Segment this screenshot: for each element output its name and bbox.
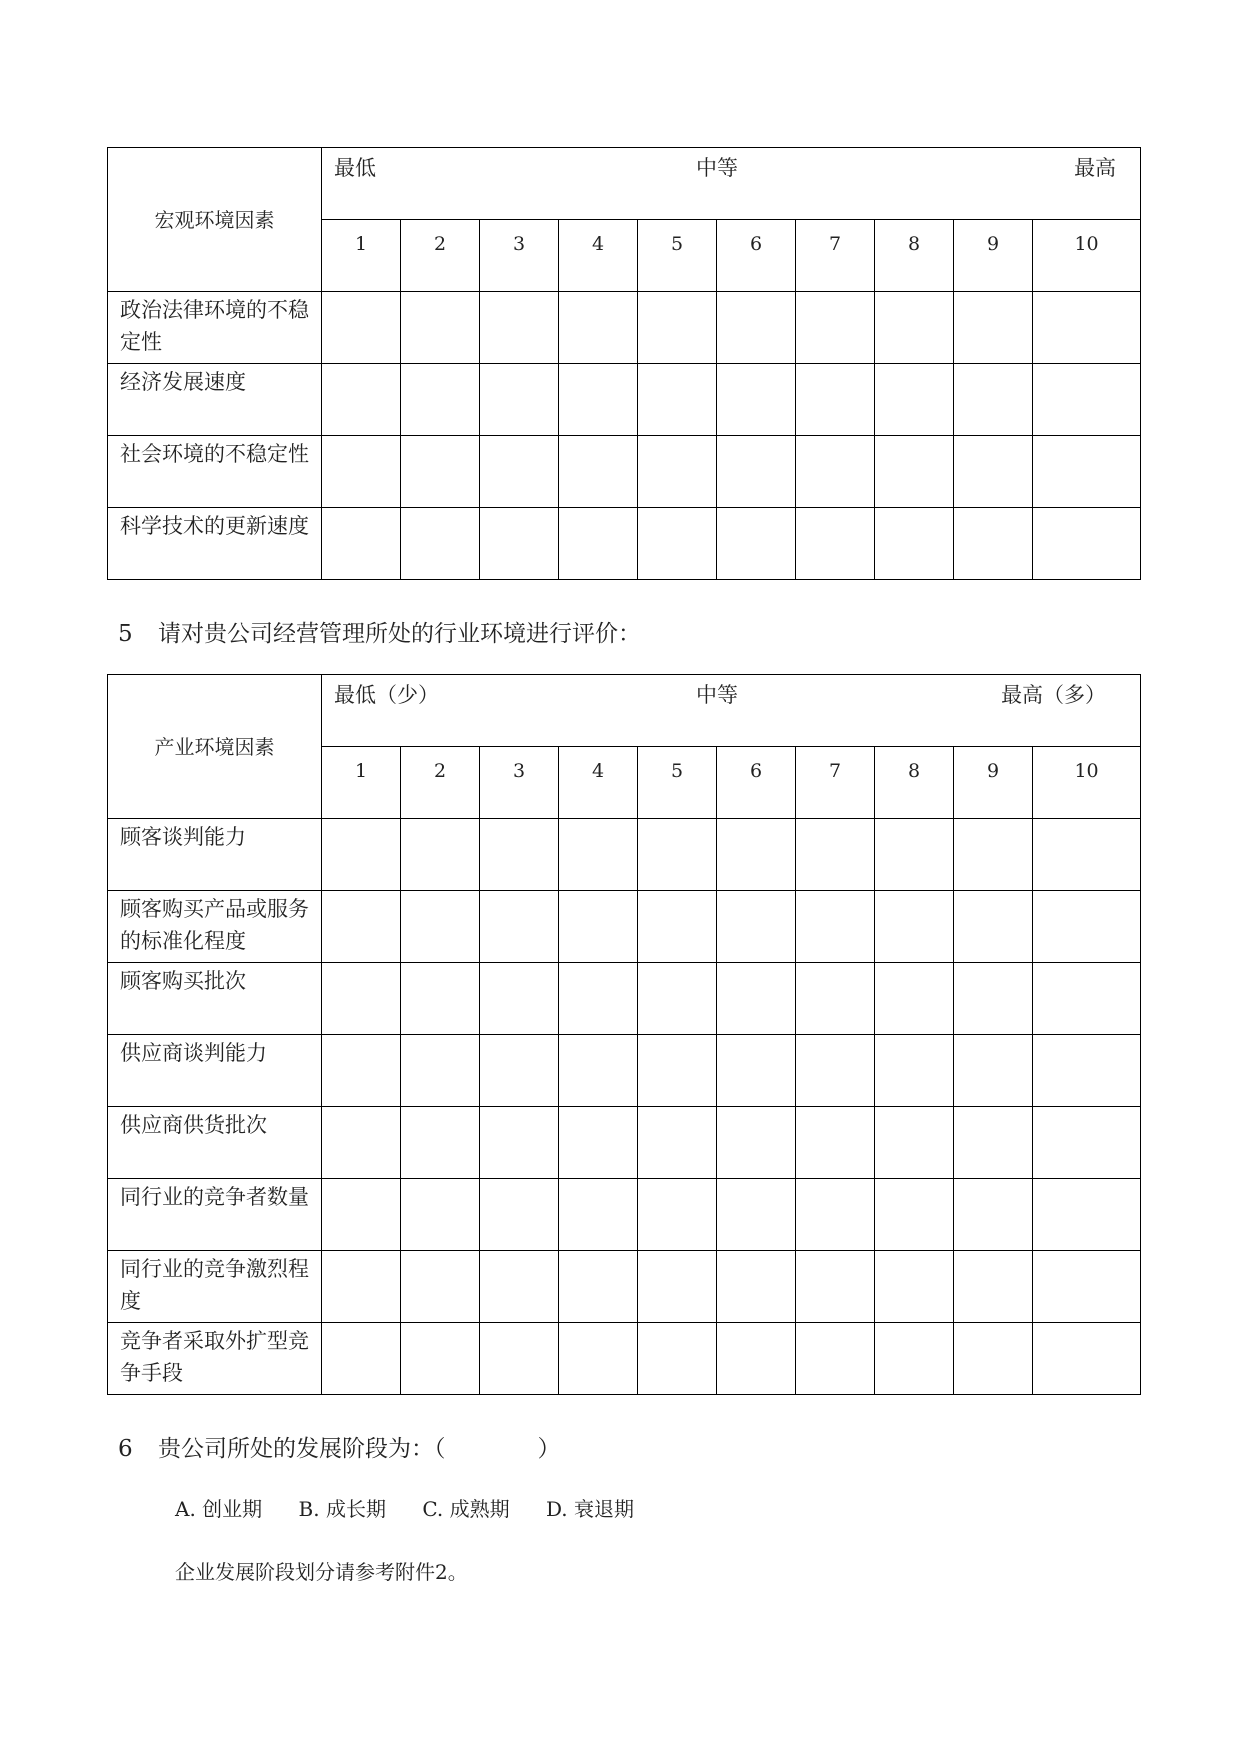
factor-column-header: 宏观环境因素: [108, 148, 322, 292]
rating-cell[interactable]: [322, 1179, 401, 1251]
rating-cell[interactable]: [480, 963, 559, 1035]
rating-cell[interactable]: [638, 1323, 717, 1395]
rating-cell[interactable]: [480, 436, 559, 508]
scale-number: 5: [638, 220, 717, 292]
rating-cell[interactable]: [322, 1107, 401, 1179]
question-number: 6: [118, 1436, 133, 1462]
rating-cell[interactable]: [401, 436, 480, 508]
rating-cell[interactable]: [717, 819, 796, 891]
rating-cell[interactable]: [875, 1035, 954, 1107]
option-b[interactable]: B. 成长期: [298, 1497, 386, 1521]
rating-cell[interactable]: [638, 292, 717, 364]
rating-cell[interactable]: [954, 819, 1033, 891]
rating-cell[interactable]: [559, 1251, 638, 1323]
scale-low-label: 最低: [334, 156, 376, 180]
rating-cell[interactable]: [875, 1107, 954, 1179]
rating-cell[interactable]: [638, 1107, 717, 1179]
rating-cell[interactable]: [480, 364, 559, 436]
rating-cell[interactable]: [717, 1251, 796, 1323]
rating-cell[interactable]: [796, 1179, 875, 1251]
factor-label: 竞争者采取外扩型竞争手段: [108, 1323, 322, 1395]
option-c[interactable]: C. 成熟期: [422, 1497, 510, 1521]
factor-label: 顾客购买产品或服务的标准化程度: [108, 891, 322, 963]
rating-cell[interactable]: [401, 1323, 480, 1395]
scale-mid-label: 中等: [696, 156, 738, 180]
scale-number: 7: [796, 220, 875, 292]
rating-cell[interactable]: [796, 292, 875, 364]
rating-cell[interactable]: [1033, 508, 1141, 580]
rating-cell[interactable]: [954, 1035, 1033, 1107]
rating-cell[interactable]: [875, 1179, 954, 1251]
rating-cell[interactable]: [322, 1251, 401, 1323]
rating-cell[interactable]: [559, 1179, 638, 1251]
rating-cell[interactable]: [1033, 1107, 1141, 1179]
factor-label: 供应商供货批次: [108, 1107, 322, 1179]
rating-cell[interactable]: [1033, 1251, 1141, 1323]
table-row: [108, 292, 1141, 364]
factor-label: 同行业的竞争激烈程度: [108, 1251, 322, 1323]
rating-cell[interactable]: [638, 508, 717, 580]
rating-cell[interactable]: [638, 963, 717, 1035]
rating-cell[interactable]: [638, 1035, 717, 1107]
factor-label: 科学技术的更新速度: [108, 508, 322, 580]
rating-cell[interactable]: [954, 1251, 1033, 1323]
rating-cell[interactable]: [1033, 819, 1141, 891]
rating-cell[interactable]: [796, 819, 875, 891]
rating-cell[interactable]: [322, 508, 401, 580]
rating-cell[interactable]: [559, 891, 638, 963]
rating-cell[interactable]: [954, 436, 1033, 508]
scale-high-label: 最高（多）: [1001, 683, 1107, 707]
rating-cell[interactable]: [1033, 1323, 1141, 1395]
table-row: [108, 819, 1141, 891]
rating-cell[interactable]: [638, 819, 717, 891]
rating-cell[interactable]: [717, 1323, 796, 1395]
rating-cell[interactable]: [322, 1323, 401, 1395]
rating-cell[interactable]: [796, 508, 875, 580]
rating-cell[interactable]: [322, 292, 401, 364]
rating-cell[interactable]: [638, 436, 717, 508]
scale-number: 8: [875, 747, 954, 819]
scale-number: 9: [954, 220, 1033, 292]
rating-cell[interactable]: [954, 364, 1033, 436]
rating-cell[interactable]: [1033, 1035, 1141, 1107]
rating-cell[interactable]: [638, 891, 717, 963]
rating-cell[interactable]: [401, 1251, 480, 1323]
table-row: [108, 1035, 1141, 1107]
scale-number: 6: [717, 747, 796, 819]
scale-number: 10: [1033, 220, 1141, 292]
question-6: [118, 1430, 561, 1463]
option-d[interactable]: D. 衰退期: [545, 1497, 635, 1521]
rating-cell[interactable]: [559, 963, 638, 1035]
macro-environment-table: [107, 147, 1141, 580]
scale-number: 3: [480, 220, 559, 292]
rating-cell[interactable]: [480, 819, 559, 891]
rating-cell[interactable]: [480, 1251, 559, 1323]
rating-cell[interactable]: [796, 1107, 875, 1179]
question-text: 请对贵公司经营管理所处的行业环境进行评价：: [158, 621, 641, 647]
scale-number: 1: [322, 220, 401, 292]
rating-cell[interactable]: [638, 1251, 717, 1323]
scale-number: 2: [401, 747, 480, 819]
rating-cell[interactable]: [796, 1323, 875, 1395]
rating-cell[interactable]: [875, 364, 954, 436]
rating-cell[interactable]: [954, 891, 1033, 963]
scale-number: 10: [1033, 747, 1141, 819]
table-row: [108, 891, 1141, 963]
rating-cell[interactable]: [954, 292, 1033, 364]
rating-cell[interactable]: [875, 292, 954, 364]
rating-cell[interactable]: [954, 1179, 1033, 1251]
scale-number: 2: [401, 220, 480, 292]
rating-cell[interactable]: [875, 1251, 954, 1323]
rating-cell[interactable]: [559, 819, 638, 891]
table-row: [108, 1179, 1141, 1251]
scale-number: 7: [796, 747, 875, 819]
rating-cell[interactable]: [796, 364, 875, 436]
scale-label-row: [322, 675, 1141, 747]
rating-cell[interactable]: [1033, 963, 1141, 1035]
rating-cell[interactable]: [875, 1323, 954, 1395]
rating-cell[interactable]: [401, 1107, 480, 1179]
stage-options: [175, 1493, 664, 1522]
rating-cell[interactable]: [875, 891, 954, 963]
rating-cell[interactable]: [559, 364, 638, 436]
table-row: [108, 364, 1141, 436]
rating-cell[interactable]: [717, 292, 796, 364]
rating-cell[interactable]: [401, 1035, 480, 1107]
scale-label-row: [322, 148, 1141, 220]
rating-cell[interactable]: [322, 1035, 401, 1107]
rating-cell[interactable]: [717, 1107, 796, 1179]
rating-cell[interactable]: [954, 508, 1033, 580]
factor-label: 供应商谈判能力: [108, 1035, 322, 1107]
table-row: [108, 1107, 1141, 1179]
rating-cell[interactable]: [796, 436, 875, 508]
scale-number: 5: [638, 747, 717, 819]
question-5: [118, 615, 641, 648]
rating-cell[interactable]: [717, 364, 796, 436]
rating-cell[interactable]: [480, 292, 559, 364]
rating-cell[interactable]: [480, 891, 559, 963]
table-row: [108, 508, 1141, 580]
factor-label: 同行业的竞争者数量: [108, 1179, 322, 1251]
option-a[interactable]: A. 创业期: [175, 1497, 263, 1521]
rating-cell[interactable]: [480, 508, 559, 580]
scale-number: 4: [559, 220, 638, 292]
rating-cell[interactable]: [559, 1107, 638, 1179]
rating-cell[interactable]: [875, 819, 954, 891]
rating-cell[interactable]: [1033, 292, 1141, 364]
rating-cell[interactable]: [401, 1179, 480, 1251]
rating-cell[interactable]: [954, 963, 1033, 1035]
factor-label: 经济发展速度: [108, 364, 322, 436]
rating-cell[interactable]: [480, 1323, 559, 1395]
rating-cell[interactable]: [1033, 891, 1141, 963]
rating-cell[interactable]: [638, 1179, 717, 1251]
rating-cell[interactable]: [954, 1107, 1033, 1179]
rating-cell[interactable]: [796, 1035, 875, 1107]
scale-number: 4: [559, 747, 638, 819]
table-row: [108, 1251, 1141, 1323]
rating-cell[interactable]: [401, 891, 480, 963]
rating-cell[interactable]: [322, 364, 401, 436]
rating-cell[interactable]: [559, 1035, 638, 1107]
rating-cell[interactable]: [401, 364, 480, 436]
question-number: 5: [118, 621, 133, 647]
rating-cell[interactable]: [954, 1323, 1033, 1395]
reference-note: 企业发展阶段划分请参考附件2。: [175, 1560, 468, 1584]
rating-cell[interactable]: [1033, 1179, 1141, 1251]
rating-cell[interactable]: [1033, 364, 1141, 436]
rating-cell[interactable]: [717, 891, 796, 963]
rating-cell[interactable]: [638, 364, 717, 436]
scale-number: 8: [875, 220, 954, 292]
factor-label: 顾客购买批次: [108, 963, 322, 1035]
scale-mid-label: 中等: [696, 683, 738, 707]
rating-cell[interactable]: [480, 1107, 559, 1179]
rating-cell[interactable]: [401, 508, 480, 580]
rating-cell[interactable]: [796, 891, 875, 963]
rating-cell[interactable]: [401, 292, 480, 364]
rating-cell[interactable]: [717, 508, 796, 580]
scale-number: 6: [717, 220, 796, 292]
rating-cell[interactable]: [1033, 436, 1141, 508]
rating-cell[interactable]: [322, 891, 401, 963]
industry-environment-table: [107, 674, 1141, 1395]
rating-cell[interactable]: [480, 1035, 559, 1107]
rating-cell[interactable]: [559, 1323, 638, 1395]
table-row: [108, 1323, 1141, 1395]
rating-cell[interactable]: [322, 436, 401, 508]
rating-cell[interactable]: [717, 1035, 796, 1107]
factor-label: 顾客谈判能力: [108, 819, 322, 891]
table-row: [108, 436, 1141, 508]
scale-low-label: 最低（少）: [334, 683, 439, 707]
factor-label: 政治法律环境的不稳定性: [108, 292, 322, 364]
rating-cell[interactable]: [559, 292, 638, 364]
rating-cell[interactable]: [559, 436, 638, 508]
rating-cell[interactable]: [322, 819, 401, 891]
scale-number: 3: [480, 747, 559, 819]
question-text: 贵公司所处的发展阶段为：（ ）: [158, 1436, 561, 1462]
rating-cell[interactable]: [480, 1179, 559, 1251]
rating-cell[interactable]: [796, 1251, 875, 1323]
rating-cell[interactable]: [717, 963, 796, 1035]
scale-number: 9: [954, 747, 1033, 819]
rating-cell[interactable]: [401, 963, 480, 1035]
rating-cell[interactable]: [401, 819, 480, 891]
scale-number: 1: [322, 747, 401, 819]
rating-cell[interactable]: [875, 436, 954, 508]
factor-column-header: 产业环境因素: [108, 675, 322, 819]
scale-high-label: 最高: [1074, 156, 1117, 180]
rating-cell[interactable]: [875, 963, 954, 1035]
rating-cell[interactable]: [559, 508, 638, 580]
rating-cell[interactable]: [717, 1179, 796, 1251]
rating-cell[interactable]: [322, 963, 401, 1035]
factor-label: 社会环境的不稳定性: [108, 436, 322, 508]
table-row: [108, 963, 1141, 1035]
rating-cell[interactable]: [717, 436, 796, 508]
rating-cell[interactable]: [875, 508, 954, 580]
rating-cell[interactable]: [796, 963, 875, 1035]
